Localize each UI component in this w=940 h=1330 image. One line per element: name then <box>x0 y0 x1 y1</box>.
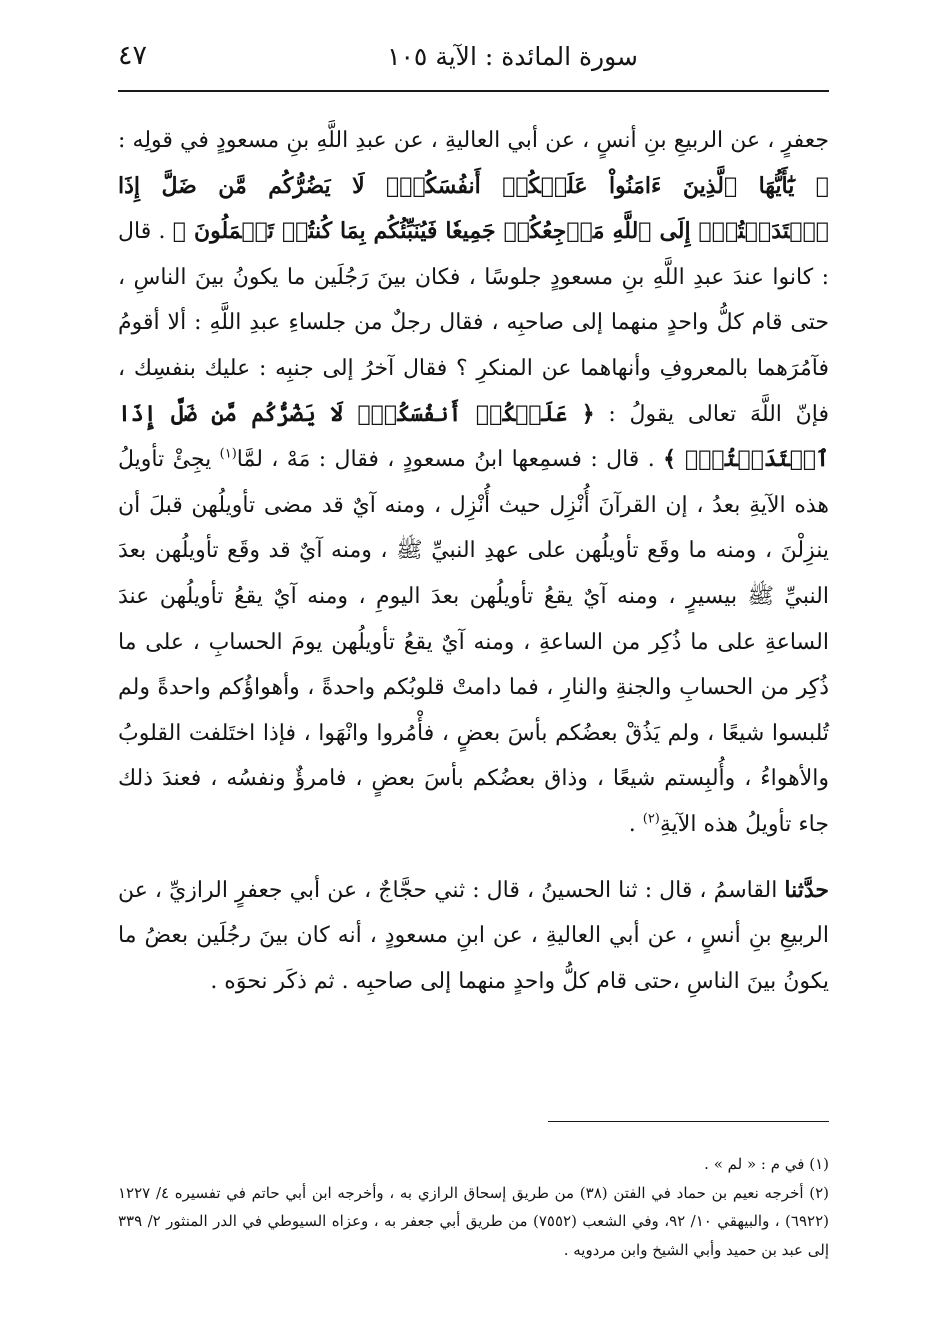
paragraph-1 <box>118 118 829 848</box>
page-number: ٤٧ <box>118 40 148 71</box>
quran-verse-2: ﴿ عَلَيۡكُمۡ أَنفُسَكُمۡۖ لَا يَضُرُّكُم مَّن ضَلَّ إِذَا ٱهۡتَدَيۡتُمۡۚ ﴾ <box>118 400 829 473</box>
footnote-2: (٢) أخرجه نعيم بن حماد في الفتن (٣٨) من طريق إسحاق الرازي به ، وأخرجه ابن أبي حاتم في تفسيره ٤/ ١٢٢٧ (٦٩٢٢) ، والبيهقي ١٠/ ٩٢، وفي الشعب (٧٥٥٢) من طريق أبي جعفر به ، وعزاه السيوطي في الدر المنثور ٢/ ٣٣٩ إلى عبد بن حميد وأبي الشيخ وابن مردويه . <box>118 1183 830 1259</box>
text-segment-5: . <box>628 811 643 837</box>
main-text <box>118 118 829 1004</box>
quran-verse-1: ﴿ يَٰٓأَيُّهَا ٱلَّذِينَ ءَامَنُواْ عَلَيۡكُمۡ أَنفُسَكُمۡۖ لَا يَضُرُّكُم مَّن ضَلَّ إِذَا ٱهۡتَدَيۡتُمۡۚ إِلَى ٱللَّهِ مَرۡجِعُكُمۡ جَمِيعٗا فَيُنَبِّئُكُم بِمَا كُنتُمۡ تَعۡمَلُونَ ﴾ <box>118 172 829 245</box>
running-header <box>118 40 828 86</box>
header-divider <box>118 90 829 92</box>
paragraph-2 <box>118 868 829 1005</box>
text-segment-3: . قال : فسمِعها ابنُ مسعودٍ ، فقال : مَهْ ، لمَّا <box>236 447 664 473</box>
footnotes <box>118 1150 829 1264</box>
chapter-title: سورة المائدة : الآية ١٠٥ <box>387 42 638 71</box>
footnote-1: (١) في م : « لم » . <box>704 1155 829 1173</box>
narration-text: القاسمُ ، قال : ثنا الحسينُ ، قال : ثني حجَّاجٌ ، عن أبي جعفرٍ الرازيِّ ، عن الربيعِ بنِ أنسٍ ، عن أبي العاليةِ ، عن ابنِ مسعودٍ ، أنه كان بينَ رجُلَين بعضُ ما يكونُ بينَ الناسِ ،حتى قام كلُّ واحدٍ منهما إلى صاحبِه . ثم ذكَر نحوَه . <box>118 877 829 994</box>
footnote-ref-1[interactable]: (١) <box>219 446 237 462</box>
narration-lead: حدَّثنا <box>784 876 829 903</box>
footnote-ref-2[interactable]: (٢) <box>642 811 660 827</box>
text-segment-2: . قال : كانوا عندَ عبدِ اللَّهِ بنِ مسعودٍ جلوسًا ، فكان بينَ رَجُلَين ما يكونُ بينَ الناسِ ، حتى قام كلُّ واحدٍ منهما إلى صاحبِه ، فقال رجلٌ من جلساءِ عبدِ اللَّهِ : ألا أقومُ فآمُرَهما بالمعروفِ وأنهاهما عن المنكرِ ؟ فقال آخرُ إلى جنبِه : عليك بنفسِك ، فإنّ اللَّهَ تعالى يقولُ : <box>118 219 830 427</box>
text-segment-4: يجِئْ تأويلُ هذه الآيةِ بعدُ ، إن القرآنَ أُنْزِل حيث أُنْزِل ، ومنه آيٌ قد مضى تأويلُهن قبلَ أن ينزِلْنَ ، ومنه ما وقَع تأويلُهن على عهدِ النبيِّ ﷺ ، ومنه آيٌ قد وقَع تأويلُهن بعدَ النبيِّ ﷺ بيسيرٍ ، ومنه آيٌ يقعُ تأويلُهن بعدَ اليومِ ، ومنه آيٌ يقعُ تأويلُهن عندَ الساعةِ على ما ذُكِر من الساعةِ ، ومنه آيٌ يقعُ تأويلُهن يومَ الحسابِ ، على ما ذُكِر من الحسابِ والجنةِ والنارِ ، فما دامتْ قلوبُكم واحدةً ، وأهواؤُكم واحدةً ولم تُلبسوا شيعًا ، ولم يَذُقْ بعضُكم بأسَ بعضٍ ، فأْمُروا وانْهَوا ، فإذا اختَلفت القلوبُ والأهواءُ ، وأُلبِستم شيعًا ، وذاق بعضُكم بأسَ بعضٍ ، فامرؤٌ ونفسُه ، فعندَ ذلك جاء تأويلُ هذه الآيةِ <box>118 447 829 837</box>
footnote-divider <box>548 1121 829 1122</box>
text-segment-1: جعفرٍ ، عن الربيعِ بنِ أنسٍ ، عن أبي العاليةِ ، عن عبدِ اللَّهِ بنِ مسعودٍ في قولِه : <box>118 128 829 153</box>
